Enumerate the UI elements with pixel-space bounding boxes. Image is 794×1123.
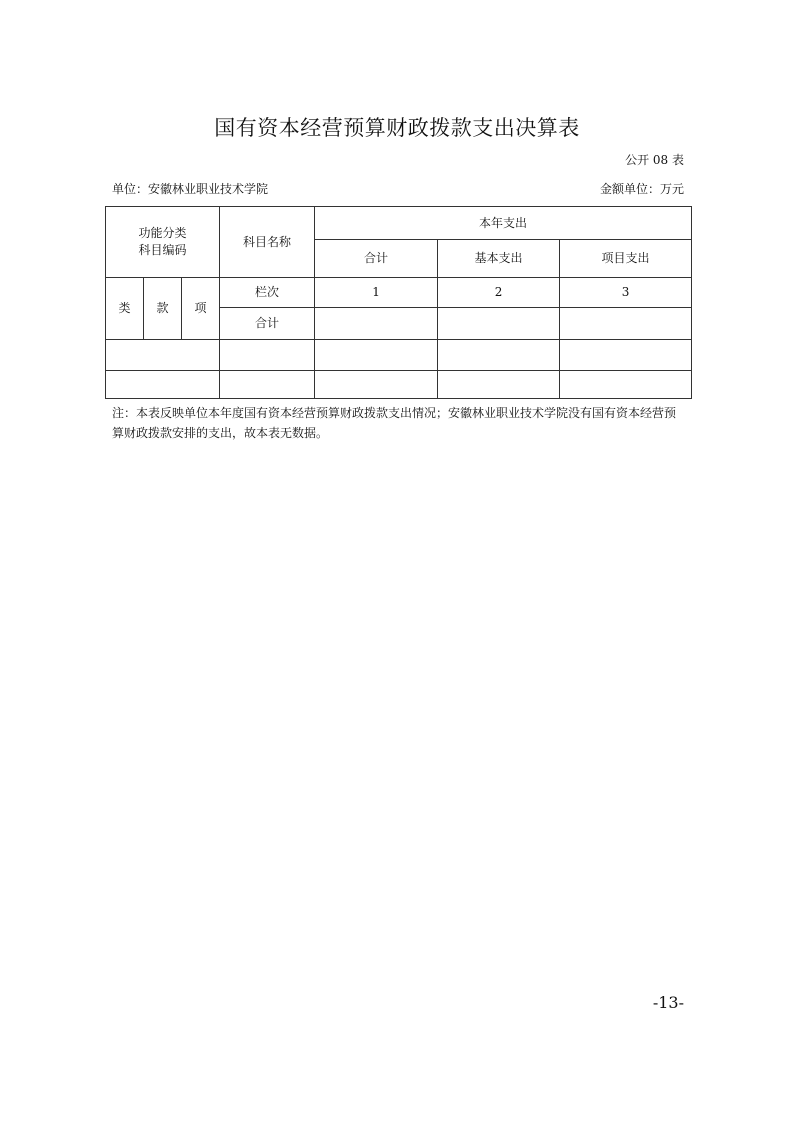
table-note: 注：本表反映单位本年度国有资本经营预算财政拨款支出情况；安徽林业职业技术学院没有国有资本经营预算财政拨款安排的支出，故本表无数据。: [112, 406, 677, 440]
func-class-line2: 科目编码: [138, 243, 187, 257]
this-year-expenditure-header: 本年支出: [315, 207, 692, 240]
form-number: 公开 08 表: [625, 153, 684, 167]
empty-cell: [560, 340, 692, 371]
empty-cell: [438, 340, 560, 371]
func-class-line1: 功能分类: [138, 226, 187, 240]
empty-cell: [315, 371, 438, 399]
basic-expenditure-header: 基本支出: [438, 240, 560, 278]
col-number-3: 3: [560, 278, 692, 308]
empty-cell: [560, 371, 692, 399]
project-expenditure-header: 项目支出: [560, 240, 692, 278]
func-class-header: [106, 207, 220, 278]
col-number-1: 1: [315, 278, 438, 308]
col-number-2: 2: [438, 278, 560, 308]
money-unit-label: 金额单位：万元: [599, 182, 684, 196]
sum-project-cell: [560, 308, 692, 340]
sum-row-label: 合计: [220, 308, 315, 340]
empty-cell: [220, 340, 315, 371]
table-row: [106, 371, 692, 399]
lei-header: 类: [106, 278, 144, 340]
page-title: 国有资本经营预算财政拨款支出决算表: [214, 116, 580, 140]
unit-label: 单位：安徽林业职业技术学院: [112, 182, 269, 196]
empty-cell: [315, 340, 438, 371]
empty-cell: [106, 340, 220, 371]
empty-cell: [220, 371, 315, 399]
page-number: -13-: [652, 993, 684, 1012]
lanci-label: 栏次: [220, 278, 315, 308]
sum-basic-cell: [438, 308, 560, 340]
kuan-header: 款: [144, 278, 182, 340]
expenditure-table: [105, 206, 692, 399]
table-row: [106, 340, 692, 371]
total-header: 合计: [315, 240, 438, 278]
empty-cell: [438, 371, 560, 399]
subject-name-header: 科目名称: [220, 207, 315, 278]
xiang-header: 项: [182, 278, 220, 340]
empty-cell: [106, 371, 220, 399]
sum-total-cell: [315, 308, 438, 340]
